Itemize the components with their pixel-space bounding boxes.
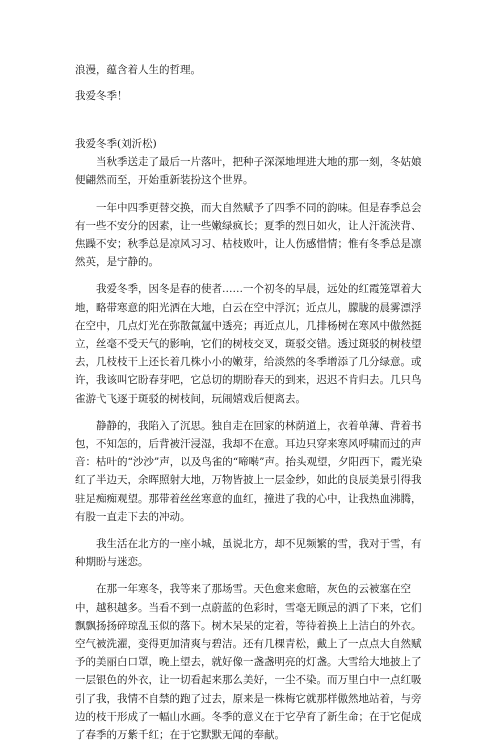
- paragraph-2: 一年中四季更替交换，而大自然赋予了四季不同的韵味。但是春季总会有一些不安分的因素，让一些嫩绿疯长；夏季的烈日如火，让人汗流浃背、焦躁不安；秋季总是凉风习习、枯枝败叶，让人伤感惜情；惟有冬季总是凛然英，是宁静的。: [75, 201, 422, 269]
- article-title: 我爱冬季(刘沂松): [75, 138, 157, 150]
- exclaim-line: 我爱冬季！: [75, 90, 128, 102]
- article: [75, 135, 430, 744]
- paragraph-4: 静静的，我陷入了沉思。独自走在回家的林荫道上，衣着单薄、背着书包，不知怎的，后背被汗浸湿，我却不在意。耳边只穿来寒风呼啸而过的声音：枯叶的“沙沙”声，以及鸟雀的“啼啭”声。抬头观望，夕阳西下，霞光染红了半边天，余晖照射大地，万物皆披上一层金纱，如此的良辰美景引得我驻足痴痴观望。那带着丝丝寒意的血红，撞进了我的心中，让我热血沸腾，有股一直走下去的冲动。: [75, 419, 422, 523]
- intro-tail-line: 浪漫，蕴含着人生的哲理。: [75, 64, 201, 76]
- paragraph-5: 我生活在北方的一座小城，虽说北方，却不见频繁的雪，我对于雪，有种期盼与迷恋。: [75, 538, 422, 569]
- paragraph-3: 我爱冬季，因冬是春的使者……一个初冬的早晨，远处的红霞笼罩着大地，略带寒意的阳光洒在大地，白云在空中浮沉；近点儿，朦胧的晨雾漂浮在空中，几点灯光在弥散氤氲中透亮；再近点儿，几排杨树在寒风中傲然挺立，丝毫不受天气的影响，它们的树枝交叉，斑驳交错。透过斑驳的树枝望去，几枝枝干上还长着几株小小的嫩芽，给淡然的冬季增添了几分绿意。或许，我该叫它盼春芽吧，它总切的期盼春天的到来，迟迟不肯归去。几只鸟雀游弋飞逐于斑驳的树枝间，玩闹嬉戏后便离去。: [75, 283, 422, 405]
- paragraph-1: 当秋季送走了最后一片落叶，把种子深深地埋进大地的那一刻，冬姑娘便翩然而至，开始重新装扮这个世界。: [75, 156, 422, 187]
- paragraph-6: 在那一年寒冬，我等来了那场雪。天色愈来愈暗，灰色的云被塞在空中，越积越多。当看不到一点蔚蓝的色彩时，雪毫无顾忌的洒了下来，它们飘飘扬扬碎琼乱玉似的落下。树木呆呆的定着，等待着换上上洁白的外衣。空气被洗濯，变得更加清爽与碧洁。还有几棵青松，戴上了一点点大自然赋予的美丽白口罩，晚上望去，就好像一盏盏明亮的灯盏。大雪给大地披上了一层银色的外衣，让一切看起来那么美好，一尘不染。而万里白中一点红吸引了我，我情不自禁的跑了过去，原来是一株梅它就那样傲然地站着，与旁边的枝干形成了一幅山水画。冬季的意义在于它孕育了新生命；在于它促成了春季的万紫千红；在于它默默无闻的奉献。: [75, 583, 422, 742]
